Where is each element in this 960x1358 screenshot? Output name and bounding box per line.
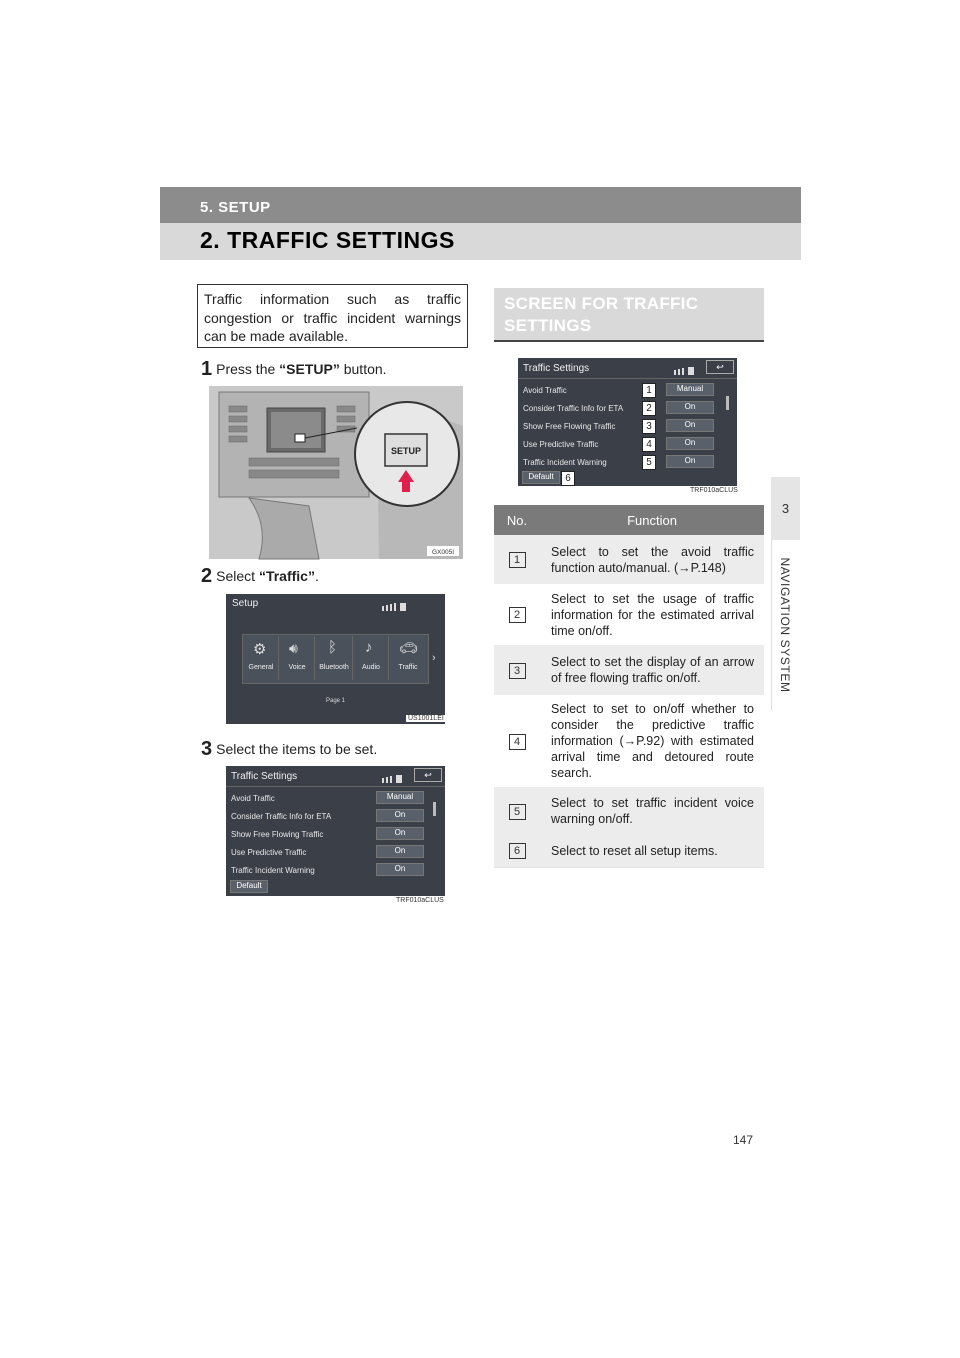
table-row <box>494 695 764 787</box>
setup-item-label: Audio <box>362 664 380 671</box>
incident-warning-button[interactable]: On <box>376 863 424 876</box>
consider-eta-button[interactable]: On <box>666 401 714 414</box>
setting-label-avoid-traffic: Avoid Traffic <box>523 386 567 395</box>
col-header-function: Function <box>540 505 764 535</box>
back-button[interactable]: ↩ <box>414 768 442 782</box>
setting-label-free-flowing: Show Free Flowing Traffic <box>523 422 616 431</box>
callout-2: 2 <box>642 401 656 416</box>
setting-label-predictive: Use Predictive Traffic <box>231 848 307 857</box>
setting-label-predictive: Use Predictive Traffic <box>523 440 599 449</box>
image-code: US1001LEI <box>408 715 444 722</box>
step-text: Press the <box>216 361 280 377</box>
section-title <box>504 293 698 337</box>
speaker-icon: 🔊︎ <box>289 640 298 656</box>
step-emphasis: “Traffic” <box>258 568 315 584</box>
traffic-settings-screen <box>226 766 445 904</box>
row-number-cell <box>494 695 540 787</box>
page-title: 2. TRAFFIC SETTINGS <box>200 227 455 253</box>
signal-icon <box>672 363 698 371</box>
table-row <box>494 584 764 645</box>
step-text-end: . <box>314 568 319 584</box>
table-row <box>494 535 764 584</box>
free-flowing-button[interactable]: On <box>376 827 424 840</box>
section-title-line2: SETTINGS <box>504 316 592 335</box>
gear-icon: ⚙ <box>253 641 267 658</box>
row-number-box: 3 <box>509 663 526 679</box>
callout-6: 6 <box>561 471 575 486</box>
step-1 <box>201 358 387 381</box>
default-button[interactable]: Default <box>230 880 268 893</box>
setting-label-free-flowing: Show Free Flowing Traffic <box>231 830 324 839</box>
step-3 <box>201 738 377 761</box>
row-function-text: Select to reset all setup items. <box>540 835 764 867</box>
row-function-text: Select to set the usage of traffic information for the estimated arrival time on/off. <box>540 584 764 645</box>
chapter-label: NAVIGATION SYSTEM <box>778 557 792 693</box>
setup-item-label: Traffic <box>398 664 418 671</box>
step-text: Select the items to be set. <box>216 741 378 757</box>
step-emphasis: “SETUP” <box>279 361 340 377</box>
setup-item-label: Bluetooth <box>319 664 349 671</box>
setup-item-traffic[interactable] <box>390 636 426 680</box>
callout-3: 3 <box>642 419 656 434</box>
setup-item-label: General <box>248 664 274 671</box>
chevron-right-icon[interactable]: › <box>432 652 436 664</box>
consider-eta-button[interactable]: On <box>376 809 424 822</box>
page-number: 147 <box>733 1133 754 1147</box>
music-note-icon: ♪ <box>365 639 373 656</box>
dashboard-illustration <box>209 386 463 559</box>
image-code: GX005I <box>431 549 455 556</box>
screen-title: Traffic Settings <box>523 363 590 374</box>
setting-label-incident-warning: Traffic Incident Warning <box>523 458 607 467</box>
row-number-cell <box>494 645 540 695</box>
step-2 <box>201 565 319 588</box>
row-function-text: Select to set to on/off whether to consider the predictive traffic information (→P.92) with estimated arrival time and detoured route search. <box>540 695 764 787</box>
row-number-cell <box>494 535 540 584</box>
image-code: TRF010aCLUS <box>690 487 738 494</box>
step-number: 2 <box>201 565 213 587</box>
setup-item-voice[interactable] <box>280 636 315 680</box>
table-header-row <box>494 505 764 535</box>
section-label: 5. SETUP <box>200 199 271 216</box>
row-number-box: 6 <box>509 843 526 859</box>
traffic-settings-screen-annotated <box>518 358 737 486</box>
page-indicator: Page 1 <box>326 698 346 704</box>
table-row <box>494 645 764 695</box>
setup-screen-title: Setup <box>232 598 259 609</box>
function-table <box>494 505 764 868</box>
setup-screen <box>226 594 445 724</box>
section-title-line1: SCREEN FOR TRAFFIC <box>504 294 699 313</box>
setup-item-label: Voice <box>288 664 306 671</box>
signal-icon <box>376 599 416 607</box>
image-code: TRF010aCLUS <box>396 897 444 904</box>
row-number-box: 4 <box>509 734 526 750</box>
row-function-text: Select to set traffic incident voice warning on/off. <box>540 787 764 835</box>
setting-label-avoid-traffic: Avoid Traffic <box>231 794 275 803</box>
default-button[interactable]: Default <box>522 471 560 484</box>
setting-label-consider-eta: Consider Traffic Info for ETA <box>523 404 624 413</box>
predictive-button[interactable]: On <box>376 845 424 858</box>
free-flowing-button[interactable]: On <box>666 419 714 432</box>
row-number-box: 5 <box>509 804 526 820</box>
setup-button-label: SETUP <box>390 446 422 456</box>
setup-item-general[interactable] <box>244 636 279 680</box>
callout-5: 5 <box>642 455 656 470</box>
incident-warning-button[interactable]: On <box>666 455 714 468</box>
predictive-button[interactable]: On <box>666 437 714 450</box>
step-text: Select <box>216 568 259 584</box>
row-function-text: Select to set the avoid traffic function auto/manual. (→P.148) <box>540 535 764 584</box>
traffic-icon: 🚗︎ <box>399 640 419 657</box>
chapter-number: 3 <box>781 501 790 516</box>
intro-box: Traffic information such as traffic congestion or traffic incident warnings can be made available. <box>197 284 468 348</box>
dashboard-drawing <box>209 386 463 559</box>
callout-4: 4 <box>642 437 656 452</box>
step-text-end: button. <box>339 361 387 377</box>
row-number-cell <box>494 584 540 645</box>
setting-label-consider-eta: Consider Traffic Info for ETA <box>231 812 332 821</box>
col-header-no: No. <box>494 505 540 535</box>
row-number-cell <box>494 787 540 835</box>
divider <box>518 378 737 379</box>
row-number-box: 1 <box>509 552 526 568</box>
screen-title: Traffic Settings <box>231 771 298 782</box>
step-number: 3 <box>201 738 213 760</box>
callout-1: 1 <box>642 383 656 398</box>
back-button[interactable]: ↩ <box>706 360 734 374</box>
signal-icon <box>380 771 406 779</box>
row-number-box: 2 <box>509 607 526 623</box>
setup-item-bluetooth[interactable] <box>316 636 353 680</box>
avoid-traffic-button[interactable]: Manual <box>666 383 714 396</box>
table-row <box>494 787 764 835</box>
bluetooth-icon: ᛒ <box>328 639 338 656</box>
divider <box>226 786 445 787</box>
scrollbar[interactable] <box>726 396 729 410</box>
setting-label-incident-warning: Traffic Incident Warning <box>231 866 315 875</box>
row-function-text: Select to set the display of an arrow of free flowing traffic on/off. <box>540 645 764 695</box>
setup-item-audio[interactable] <box>354 636 389 680</box>
row-number-cell <box>494 835 540 867</box>
scrollbar[interactable] <box>433 802 436 816</box>
avoid-traffic-button[interactable]: Manual <box>376 791 424 804</box>
step-number: 1 <box>201 358 213 380</box>
table-row <box>494 835 764 867</box>
